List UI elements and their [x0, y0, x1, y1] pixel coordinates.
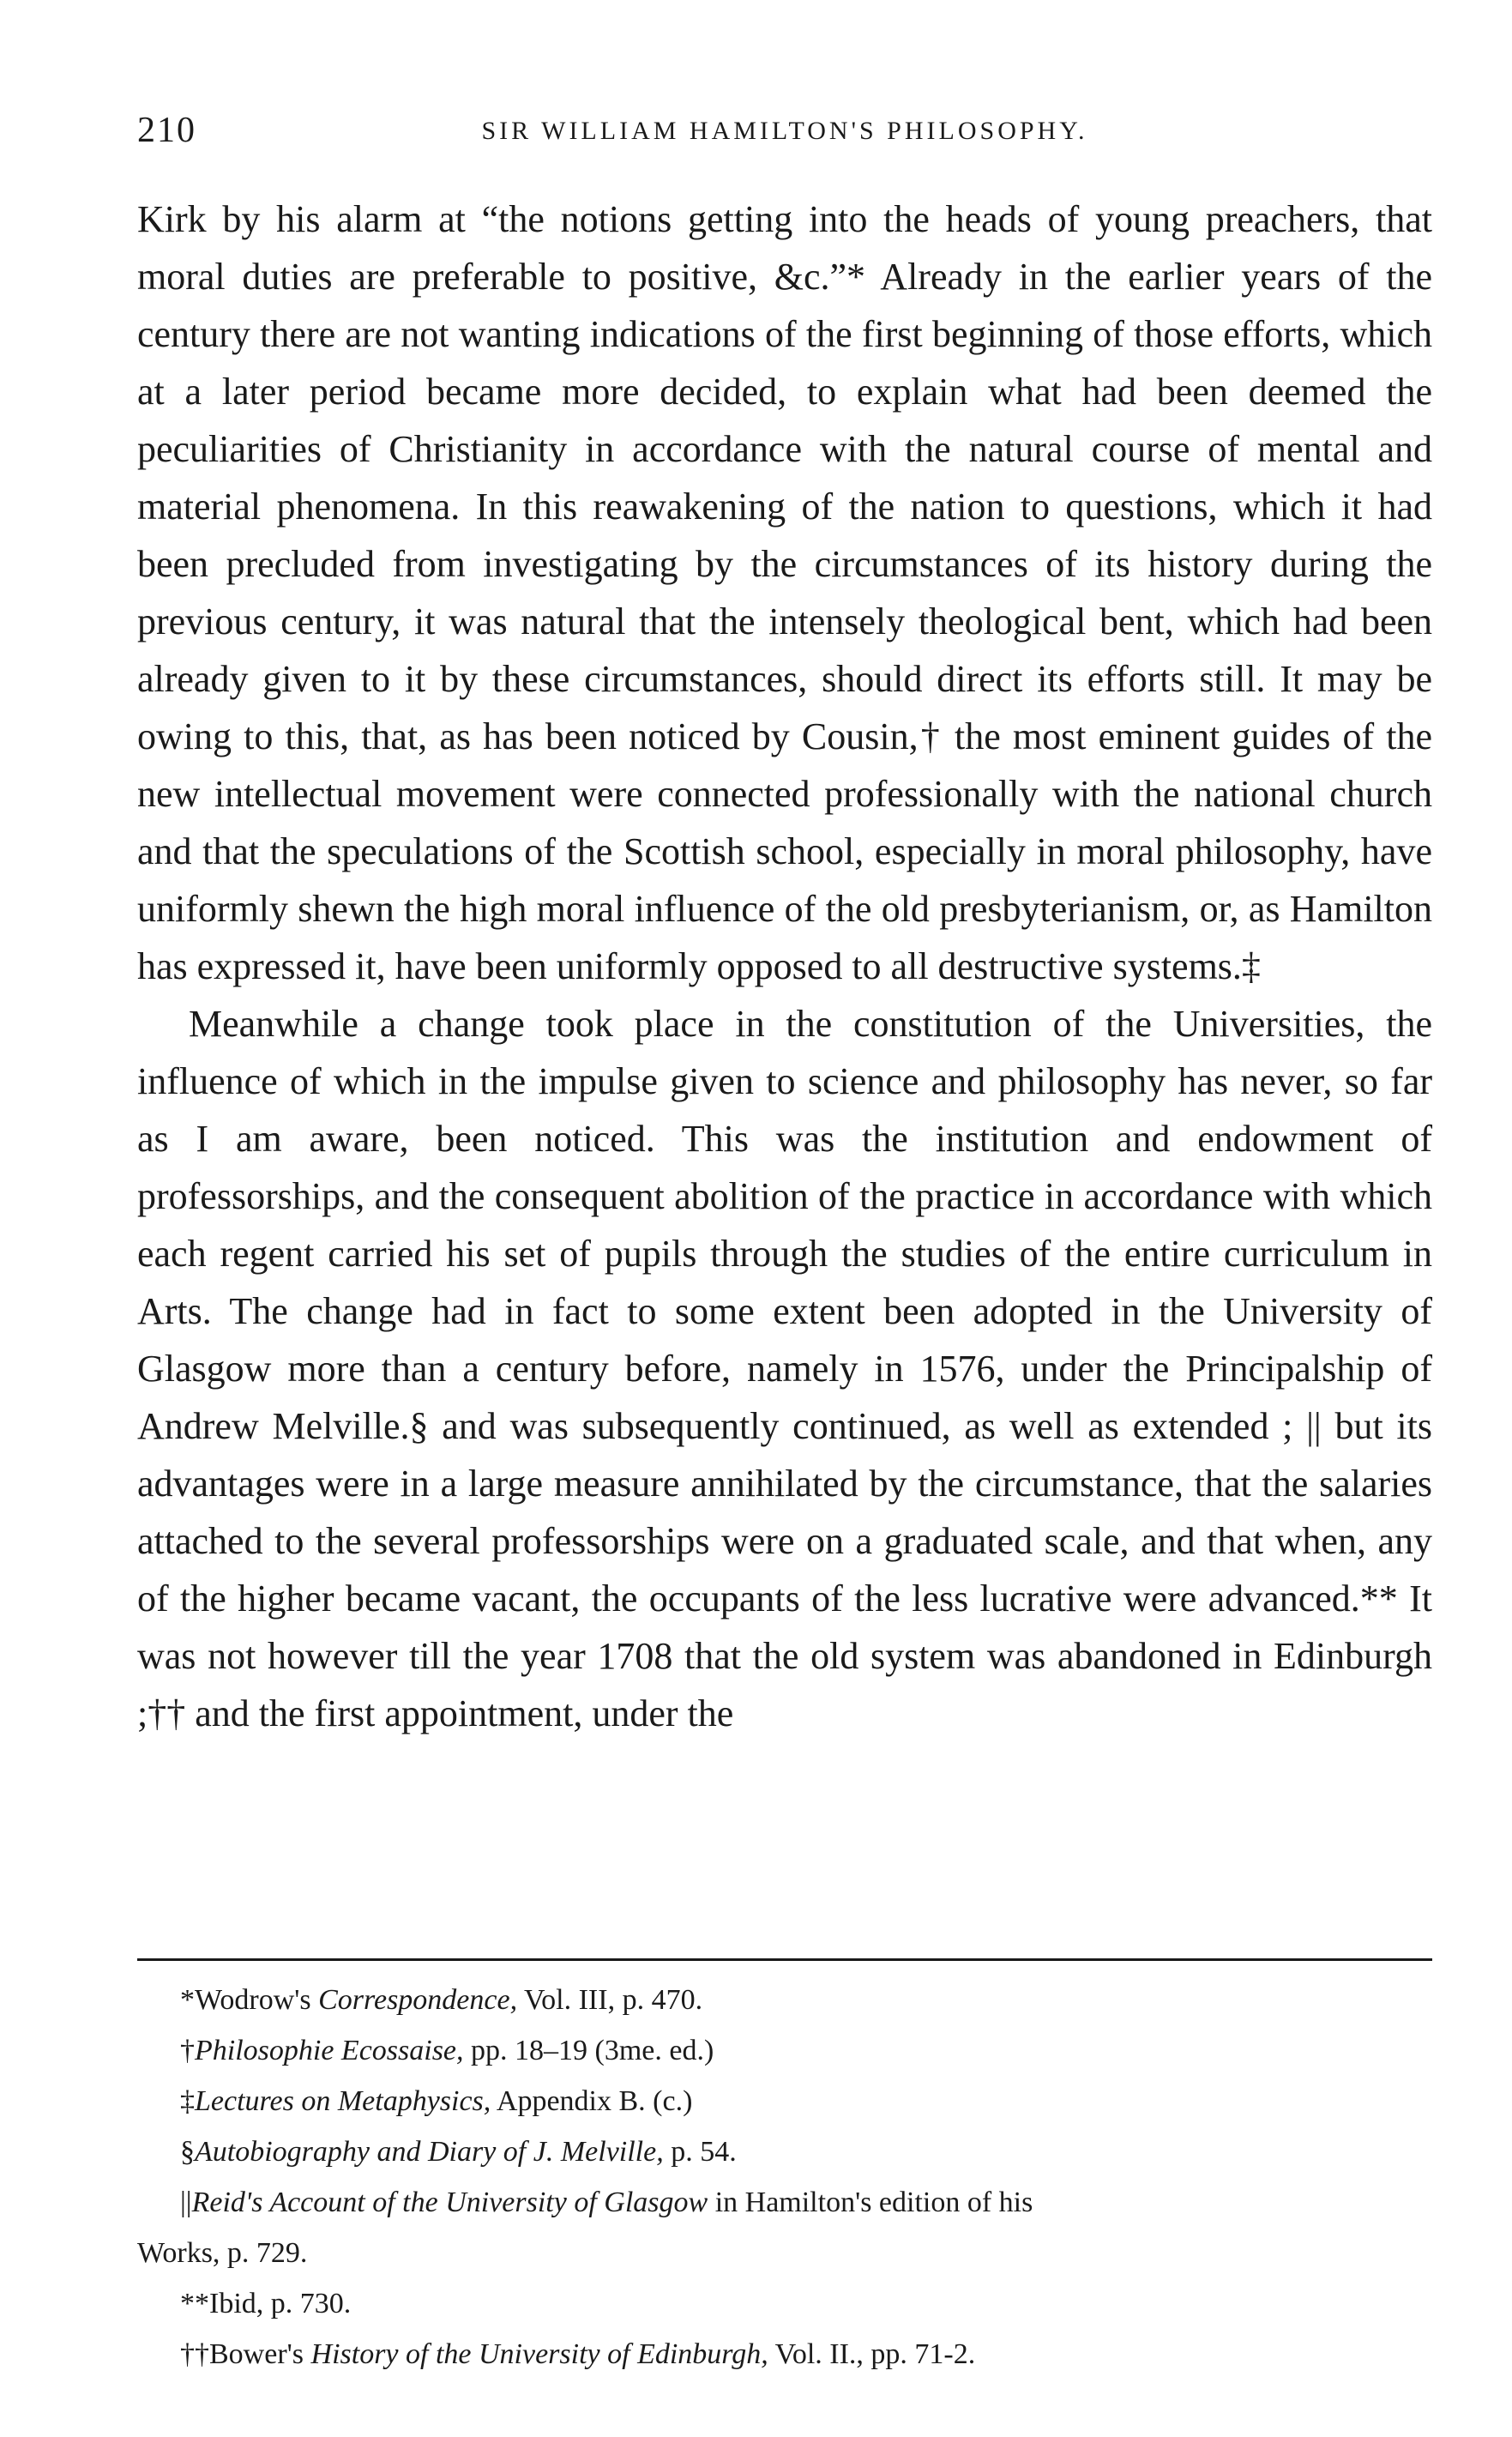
footnote-mark: || [180, 2187, 192, 2218]
footnote [137, 2278, 1432, 2329]
footnote [137, 2076, 1432, 2126]
footnote [137, 2025, 1432, 2076]
footnote-text: Vol. II., pp. 71-2. [774, 2338, 976, 2370]
footnote-divider [137, 1958, 1432, 1961]
footnote-title: Lectures on Metaphysics, [195, 2085, 491, 2117]
footnote-continuation: Works, p. 729. [137, 2237, 308, 2269]
footnote-author: Bower's [209, 2338, 304, 2370]
footnote-mark: * [180, 1984, 195, 2016]
footnote-title: Correspondence, [318, 1984, 518, 2016]
page-header [137, 110, 1432, 161]
footnote-text: pp. 18–19 (3me. ed.) [471, 2035, 714, 2066]
footnote-title: Philosophie Ecossaise, [195, 2035, 464, 2066]
page-number: 210 [137, 111, 196, 150]
footnote-text: p. 54. [671, 2136, 737, 2168]
paragraph: Kirk by his alarm at “the notions getting into the heads of young preachers, that moral duties are preferable to positive, &c.”* Already in the earlier years of the century there are not wanting indications of the first beginning of those efforts, which at a later period became more decided, to explain what had been deemed the peculiarities of Christianity in accordance with the natural course of mental and material phenomena. In this reawakening of the nation to questions, which it had been precluded from investigating by the circumstances of its history during the previous century, it was natural that the intensely theological bent, which had been already given to it by these circumstances, should direct its efforts still. It may be owing to this, that, as has been noticed by Cousin,† the most eminent guides of the new intellectual movement were connected professionally with the national church and that the speculations of the Scottish school, especially in moral philosophy, have uniformly shewn the high moral influence of the old presbyterianism, or, as Hamilton has expressed it, have been uniformly opposed to all destructive systems.‡ [137, 198, 1432, 987]
footnote-text: Ibid, p. 730. [209, 2288, 352, 2319]
footnotes [137, 1975, 1432, 2380]
footnote-mark: ‡ [180, 2085, 195, 2117]
footnote-title: Reid's Account of the University of Glasgow [191, 2187, 708, 2218]
running-title: SIR WILLIAM HAMILTON'S PHILOSOPHY. [481, 117, 1088, 145]
footnote-mark: § [180, 2136, 195, 2168]
paragraph: Meanwhile a change took place in the constitution of the Universities, the influence of which in the impulse given to science and philosophy has never, so far as I am aware, been noticed. This was the institution and endowment of professorships, and the consequent abolition of the practice in accordance with which each regent carried his set of pupils through the studies of the entire curriculum in Arts. The change had in fact to some extent been adopted in the University of Glasgow more than a century before, namely in 1576, under the Principalship of Andrew Melville.§ and was subsequently continued, as well as extended ; || but its advantages were in a large measure annihilated by the circumstance, that the salaries attached to the several professorships were on a graduated scale, and that when, any of the higher became vacant, the occupants of the less lucrative were advanced.** It was not however till the year 1708 that the old system was abandoned in Edinburgh ;†† and the first appointment, under the [137, 1003, 1432, 1734]
footnote-author: Wodrow's [195, 1984, 311, 2016]
footnote-title: Autobiography and Diary of J. Melville, [195, 2136, 664, 2168]
body-text [137, 190, 1432, 1742]
footnote-mark: ** [180, 2288, 209, 2319]
footnote-text: Appendix B. (c.) [496, 2085, 693, 2117]
footnote-text: in Hamilton's edition of his [714, 2187, 1033, 2218]
footnote [137, 1975, 1432, 2025]
footnote [137, 2329, 1432, 2380]
footnote [137, 2126, 1432, 2177]
footnote-mark: † [180, 2035, 195, 2066]
footnote-text: Vol. III, p. 470. [523, 1984, 703, 2016]
footnote [137, 2177, 1432, 2228]
footnote-mark: †† [180, 2338, 209, 2370]
footnote-title: History of the University of Edinburgh, [310, 2338, 768, 2370]
